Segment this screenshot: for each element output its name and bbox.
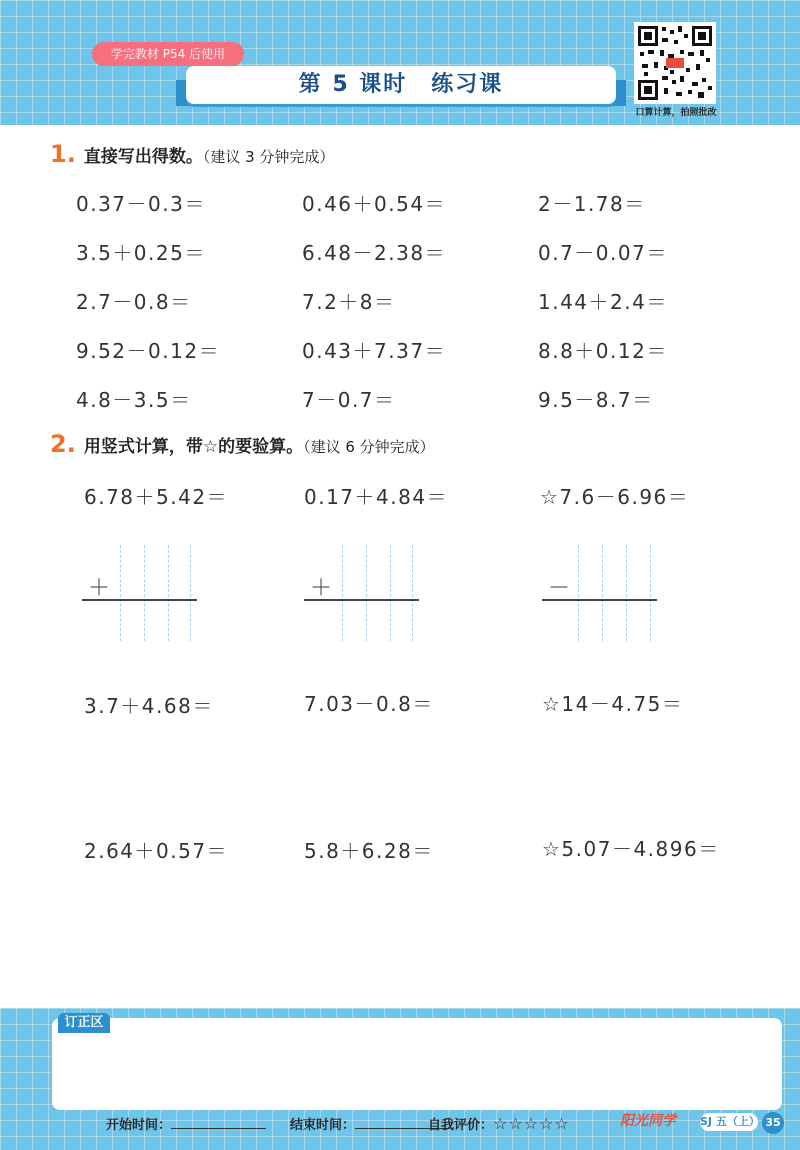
q1-equation: 0.7－0.07＝ (538, 241, 668, 265)
operator-sign: － (548, 576, 571, 601)
star-rating-icon[interactable]: ☆☆☆☆☆ (493, 1114, 570, 1133)
guide-line (120, 545, 121, 641)
result-line (82, 599, 197, 601)
result-line (542, 599, 657, 601)
q1-heading (50, 140, 334, 168)
qr-code-icon[interactable] (634, 22, 716, 104)
page-title: 第 5 课时 练习课 (186, 66, 616, 104)
result-line (304, 599, 419, 601)
q2-hint: （建议 6 分钟完成） (303, 438, 435, 456)
self-eval-label: 自我评价： (428, 1118, 494, 1133)
q2-equation: 6.78＋5.42＝ (84, 485, 229, 509)
q2-heading (50, 430, 435, 458)
guide-line (342, 545, 343, 641)
guide-line (168, 545, 169, 641)
guide-line (626, 545, 627, 641)
q2-equation: 3.7＋4.68＝ (84, 694, 214, 718)
guide-line (366, 545, 367, 641)
qr-caption: 口算计算，拍照批改 (635, 108, 717, 118)
q1-equation: 0.37－0.3＝ (76, 192, 206, 216)
q2-equation: 0.17＋4.84＝ (304, 485, 449, 509)
q1-equation: 1.44＋2.4＝ (538, 290, 668, 314)
q1-equation: 6.48－2.38＝ (302, 241, 447, 265)
q1-equation: 9.5－8.7＝ (538, 388, 654, 412)
start-time-label: 开始时间： (106, 1118, 172, 1133)
vertical-calc-area[interactable] (82, 545, 212, 645)
q2-equation: ☆14－4.75＝ (542, 692, 684, 716)
q1-equation: 7.2＋8＝ (302, 290, 396, 314)
q2-equation: 7.03－0.8＝ (304, 692, 434, 716)
end-time-field[interactable] (290, 1114, 450, 1133)
q1-equation: 2－1.78＝ (538, 192, 646, 216)
q1-hint: （建议 3 分钟完成） (202, 148, 335, 166)
end-time-label: 结束时间： (290, 1118, 356, 1133)
self-eval-field (428, 1114, 570, 1133)
q1-equation: 3.5＋0.25＝ (76, 241, 206, 265)
vertical-calc-area[interactable] (304, 545, 434, 645)
operator-sign: ＋ (310, 576, 333, 601)
page-number: 35 (762, 1112, 784, 1134)
guide-line (578, 545, 579, 641)
guide-line (650, 545, 651, 641)
q1-equation: 0.43＋7.37＝ (302, 339, 447, 363)
edition-badge: SJ 五（上） (700, 1113, 758, 1131)
q2-instruction: 用竖式计算，带☆的要验算。 (83, 437, 304, 457)
q1-instruction: 直接写出得数。 (83, 147, 203, 167)
q1-equation: 8.8＋0.12＝ (538, 339, 668, 363)
start-time-blank[interactable] (171, 1116, 266, 1129)
guide-line (602, 545, 603, 641)
vertical-calc-area[interactable] (542, 545, 672, 645)
q2-equation: ☆7.6－6.96＝ (540, 485, 690, 509)
correction-label: 订正区 (58, 1013, 110, 1033)
guide-line (412, 545, 413, 641)
q2-equation: 5.8＋6.28＝ (304, 839, 434, 863)
q1-equation: 7－0.7＝ (302, 388, 396, 412)
guide-line (190, 545, 191, 641)
operator-sign: ＋ (88, 576, 111, 601)
q1-equation: 9.52－0.12＝ (76, 339, 221, 363)
guide-line (390, 545, 391, 641)
q2-number: 2. (50, 430, 76, 458)
q1-equation: 2.7－0.8＝ (76, 290, 192, 314)
brand-logo: 阳光同学 (620, 1113, 676, 1129)
guide-line (144, 545, 145, 641)
q2-equation: ☆5.07－4.896＝ (542, 837, 720, 861)
q1-number: 1. (50, 140, 76, 168)
correction-area[interactable] (52, 1018, 782, 1110)
usage-tag: 学完教材 P54 后使用 (92, 42, 244, 66)
q1-equation: 0.46＋0.54＝ (302, 192, 447, 216)
q1-equation: 4.8－3.5＝ (76, 388, 192, 412)
start-time-field[interactable] (106, 1114, 266, 1133)
q2-equation: 2.64＋0.57＝ (84, 839, 229, 863)
